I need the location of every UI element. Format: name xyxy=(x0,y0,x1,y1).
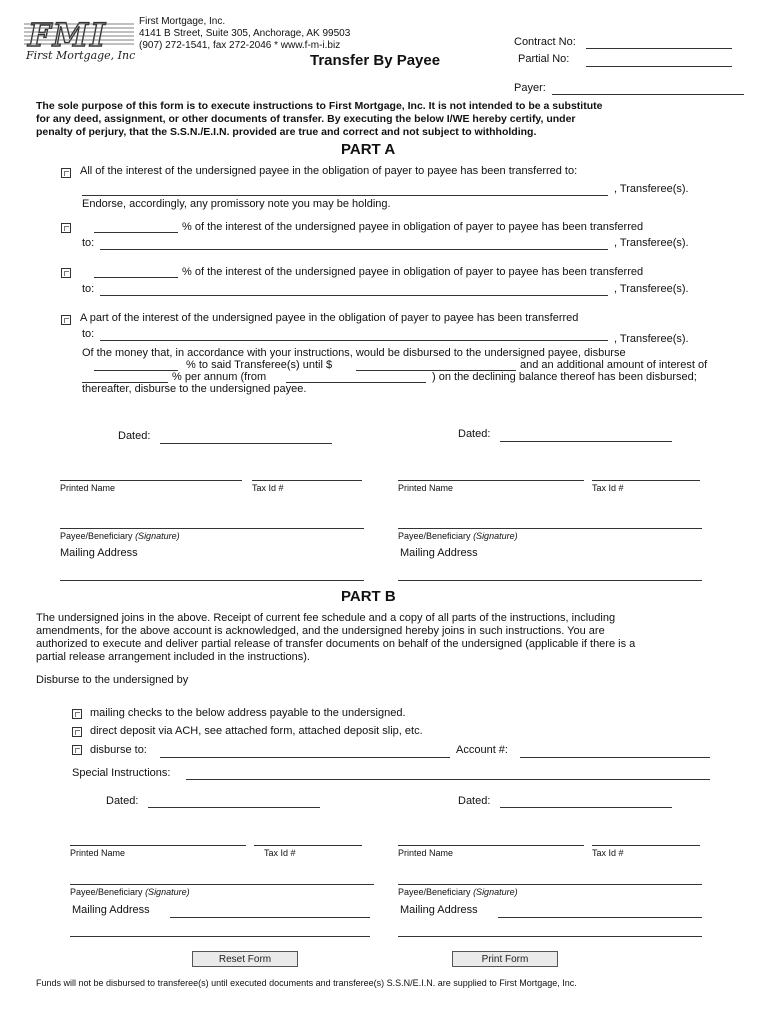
tax-id-field-a2[interactable] xyxy=(592,480,700,481)
form-title: Transfer By Payee xyxy=(310,52,441,69)
company-address: 4141 B Street, Suite 305, Anchorage, AK 99503 xyxy=(139,28,351,39)
dated-label-b2: Dated: xyxy=(458,795,491,807)
signature-label-b1: Payee/Beneficiary (Signature) xyxy=(70,887,190,897)
printed-name-label-a1: Printed Name xyxy=(60,483,116,493)
company-name: First Mortgage, Inc. xyxy=(139,16,226,27)
printed-name-field-a2[interactable] xyxy=(398,480,584,481)
money-line-3a: % per annum (from xyxy=(172,371,267,383)
dated-field-b2[interactable] xyxy=(500,807,672,808)
contract-field[interactable] xyxy=(586,48,732,49)
money-line-1: Of the money that, in accordance with your instructions, would be disbursed to the undersigned payee, disburse xyxy=(82,347,626,359)
intro-line-1: The sole purpose of this form is to execute instructions to First Mortgage, Inc. It is not intended to be a substitute xyxy=(36,100,603,112)
part-b-para-1: The undersigned joins in the above. Receipt of current fee schedule and a copy of all parts of the instructions, including xyxy=(36,612,616,624)
transferee-1-suffix: , Transferee(s). xyxy=(614,183,689,195)
reset-form-button[interactable]: Reset Form xyxy=(192,951,298,967)
to-label-1: to: xyxy=(82,237,95,249)
account-label: Account #: xyxy=(456,744,508,756)
tax-id-field-a1[interactable] xyxy=(252,480,362,481)
partial-label: Partial No: xyxy=(518,53,570,65)
transferee-4-suffix: , Transferee(s). xyxy=(614,333,689,345)
to-label-2: to: xyxy=(82,283,95,295)
transferee-3-suffix: , Transferee(s). xyxy=(614,283,689,295)
mailing-field-b2-line2[interactable] xyxy=(398,936,702,937)
money-line-4: thereafter, disburse to the undersigned payee. xyxy=(82,383,307,395)
disburse-to-checkbox[interactable] xyxy=(72,745,82,755)
dated-label-b1: Dated: xyxy=(106,795,139,807)
print-form-button[interactable]: Print Form xyxy=(452,951,558,967)
dated-label-a2: Dated: xyxy=(458,428,491,440)
intro-line-2: for any deed, assignment, or other documents of transfer. By executing the below I/WE hereby certify, under xyxy=(36,113,576,125)
option-part-text: A part of the interest of the undersigned payee in the obligation of payer to payee has been transferred xyxy=(80,312,579,324)
disburse-to-field[interactable] xyxy=(160,757,450,758)
ach-text: direct deposit via ACH, see attached form, attached deposit slip, etc. xyxy=(90,725,423,737)
option-percent-1-text: % of the interest of the undersigned payee in obligation of payer to payee has been transferred xyxy=(182,221,644,233)
special-instructions-field[interactable] xyxy=(186,779,710,780)
from-date-field[interactable] xyxy=(286,382,426,383)
part-b-para-2: amendments, for the above account is acknowledged, and the undersigned hereby joins in such instructions. You are xyxy=(36,625,605,637)
account-field[interactable] xyxy=(520,757,710,758)
mailing-label-b1: Mailing Address xyxy=(72,904,150,916)
mailing-label-a1: Mailing Address xyxy=(60,547,138,559)
option-part-checkbox[interactable] xyxy=(61,315,71,325)
option-percent-2-checkbox[interactable] xyxy=(61,268,71,278)
mailing-field-a2[interactable] xyxy=(398,580,702,581)
signature-label-b2: Payee/Beneficiary (Signature) xyxy=(398,887,518,897)
dated-field-a1[interactable] xyxy=(160,443,332,444)
money-line-3b: ) on the declining balance thereof has been disbursed; xyxy=(432,371,697,383)
dated-field-a2[interactable] xyxy=(500,441,672,442)
contract-label: Contract No: xyxy=(514,36,576,48)
option-percent-2-text: % of the interest of the undersigned payee in obligation of payer to payee has been transferred xyxy=(182,266,644,278)
transferee-1-field[interactable] xyxy=(82,195,608,196)
part-b-para-4: partial release arrangement included in the instructions). xyxy=(36,651,310,663)
percent-1-field[interactable] xyxy=(94,232,178,233)
part-b-heading: PART B xyxy=(341,588,396,605)
tax-id-field-b2[interactable] xyxy=(592,845,700,846)
signature-label-a1: Payee/Beneficiary (Signature) xyxy=(60,531,180,541)
company-phone: (907) 272-1541, fax 272-2046 * www.f-m-i.biz xyxy=(139,40,341,51)
mailing-field-b2-line1[interactable] xyxy=(498,917,702,918)
printed-name-field-a1[interactable] xyxy=(60,480,242,481)
tax-id-label-a2: Tax Id # xyxy=(592,483,624,493)
percent-2-field[interactable] xyxy=(94,277,178,278)
to-label-3: to: xyxy=(82,328,95,340)
mail-checks-checkbox[interactable] xyxy=(72,709,82,719)
ach-checkbox[interactable] xyxy=(72,727,82,737)
signature-field-a2[interactable] xyxy=(398,528,702,529)
option-all-checkbox[interactable] xyxy=(61,168,71,178)
intro-line-3: penalty of perjury, that the S.S.N./E.I.N. provided are true and correct and not subject to withholding. xyxy=(36,126,537,138)
transferee-2-field[interactable] xyxy=(100,249,608,250)
partial-field[interactable] xyxy=(586,66,732,67)
signature-field-b1[interactable] xyxy=(70,884,374,885)
logo-letters: FMI xyxy=(28,16,108,54)
percent-until-field[interactable] xyxy=(94,370,178,371)
printed-name-field-b2[interactable] xyxy=(398,845,584,846)
transferee-3-field[interactable] xyxy=(100,295,608,296)
tax-id-label-b2: Tax Id # xyxy=(592,848,624,858)
option-percent-1-checkbox[interactable] xyxy=(61,223,71,233)
footer-note: Funds will not be disbursed to transferee(s) until executed documents and transferee(s) S.S.N/E.I.N. are supplied to First Mortgage, Inc. xyxy=(36,978,577,988)
signature-field-b2[interactable] xyxy=(398,884,702,885)
tax-id-field-b1[interactable] xyxy=(254,845,362,846)
printed-name-label-b1: Printed Name xyxy=(70,848,126,858)
mailing-label-b2: Mailing Address xyxy=(400,904,478,916)
tax-id-label-b1: Tax Id # xyxy=(264,848,296,858)
mailing-label-a2: Mailing Address xyxy=(400,547,478,559)
printed-name-field-b1[interactable] xyxy=(70,845,246,846)
part-b-para-3: authorized to execute and deliver partial release of transfer documents on behalf of the undersigned (applicable if there is a xyxy=(36,638,636,650)
company-logo xyxy=(22,16,136,64)
printed-name-label-a2: Printed Name xyxy=(398,483,454,493)
money-line-2b: and an additional amount of interest of xyxy=(520,359,708,371)
special-instructions-label: Special Instructions: xyxy=(72,767,171,779)
part-a-heading: PART A xyxy=(341,141,396,158)
signature-label-a2: Payee/Beneficiary (Signature) xyxy=(398,531,518,541)
logo-name: First Mortgage, Inc. xyxy=(26,49,136,62)
transferee-2-suffix: , Transferee(s). xyxy=(614,237,689,249)
tax-id-label-a1: Tax Id # xyxy=(252,483,284,493)
mail-checks-text: mailing checks to the below address payable to the undersigned. xyxy=(90,707,406,719)
mailing-field-b1-line1[interactable] xyxy=(170,917,370,918)
dated-label-a1: Dated: xyxy=(118,430,151,442)
transferee-4-field[interactable] xyxy=(100,340,608,341)
signature-field-a1[interactable] xyxy=(60,528,364,529)
payer-label: Payer: xyxy=(514,82,546,94)
money-line-2a: % to said Transferee(s) until $ xyxy=(186,359,333,371)
option-all-text: All of the interest of the undersigned payee in the obligation of payer to payee has been transferred to: xyxy=(80,165,578,177)
mailing-field-a1[interactable] xyxy=(60,580,364,581)
disburse-to-text: disburse to: xyxy=(90,744,147,756)
endorse-text: Endorse, accordingly, any promissory note you may be holding. xyxy=(82,198,391,210)
printed-name-label-b2: Printed Name xyxy=(398,848,454,858)
disburse-heading: Disburse to the undersigned by xyxy=(36,674,189,686)
payer-field[interactable] xyxy=(552,94,744,95)
mailing-field-b1-line2[interactable] xyxy=(70,936,370,937)
dated-field-b1[interactable] xyxy=(148,807,320,808)
